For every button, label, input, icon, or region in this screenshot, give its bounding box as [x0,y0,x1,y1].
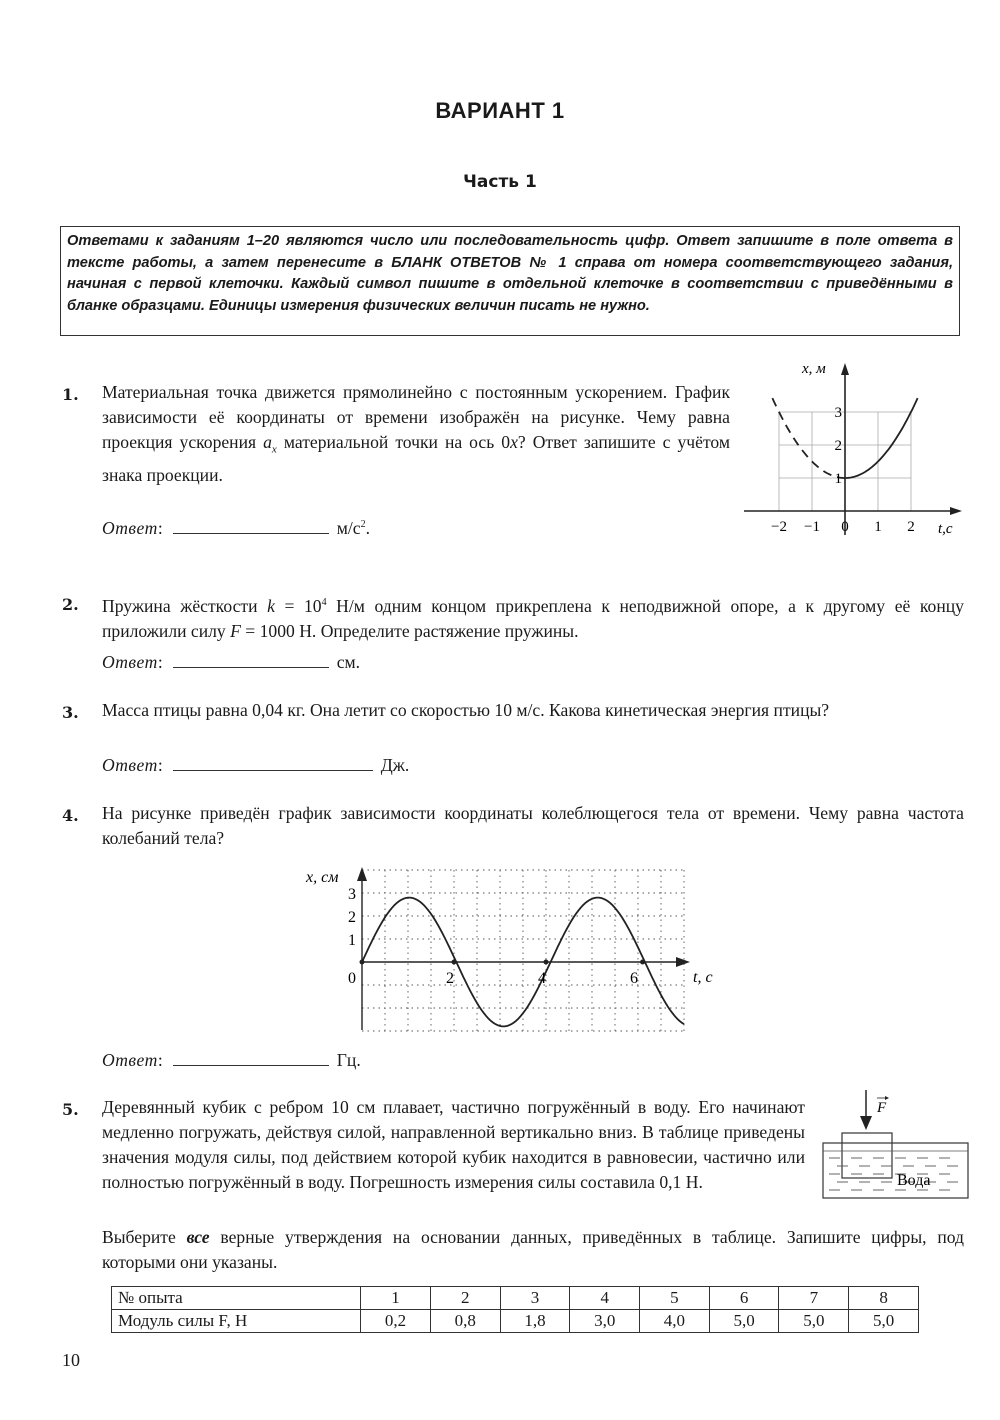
table-cell: 1,8 [500,1310,570,1333]
question-2-text [102,590,964,644]
answer-unit-end-1: . [365,518,370,538]
chart2-x-tick: 0 [348,970,356,987]
water-dashes [829,1158,958,1190]
answer-label: Ответ [102,518,158,538]
question-3-number: 3. [62,703,79,722]
question-5-instruction [102,1225,964,1275]
answer-label: Ответ [102,1050,158,1070]
question-2-answer: Ответ: см. [102,652,361,672]
answer-field-2[interactable] [173,653,329,668]
answer-label: Ответ [102,652,158,672]
q2-text-d: = 1000 Н. Определите растяжение пружины. [240,620,579,641]
chart2-x-arrow [676,957,690,967]
answer-unit-3: Дж. [380,755,410,775]
chart2-y-tick: 3 [348,886,356,903]
chart1-x-tick: 1 [874,519,882,535]
part-title: Часть 1 [463,172,537,192]
table-cell: 5 [640,1287,710,1310]
chart2-y-tick: 1 [348,932,356,949]
chart2-x-tick: 6 [630,970,638,987]
chart2-x-tick: 4 [538,970,546,987]
table-cell: 7 [779,1287,849,1310]
answer-unit-sup-1: 2 [360,519,366,531]
table-header-trial: № опыта [112,1287,361,1310]
force-arrow-head [860,1116,872,1130]
answer-field-4[interactable] [173,1051,329,1066]
question-4-text: На рисунке приведён график зависимости координаты колеблющегося тела от времени. Чему равна частота колебаний тела? [102,803,964,848]
answer-label: Ответ [102,755,158,775]
table-row-trial [112,1287,919,1310]
table-cell: 3 [500,1287,570,1310]
q1-var-x: x [510,432,518,452]
cube-in-water-figure [815,1088,975,1203]
q1-text-b: материальной точки на ось 0 [276,432,511,452]
chart1-x-tick: 2 [907,519,915,535]
question-2-number: 2. [62,595,79,614]
chart2-zero-point [640,960,645,965]
chart1-x-tick: −2 [771,519,787,535]
q2-var-k: k [267,595,275,616]
q2-var-f: F [230,620,241,641]
question-4-answer: Ответ: Гц. [102,1050,361,1070]
chart1-y-tick: 3 [834,405,842,421]
chart2-ylabel-text: x, см [306,869,339,886]
chart1-ylabel: x, м [802,361,826,377]
chart1-series-solid [845,398,918,478]
q2-text-c: Н/м одним концом прикреплена к неподвижной опоре, а к другому её концу приложили силу [102,595,964,641]
table-cell: 0,8 [430,1310,500,1333]
question-1-number: 1. [62,385,79,404]
table-cell: 8 [849,1287,919,1310]
table-cell: 0,2 [361,1310,431,1333]
table-cell: 6 [709,1287,779,1310]
chart2-ylabel [305,869,338,886]
chart2-grid [362,870,684,1031]
chart2-zero-point [544,960,549,965]
chart1-x-tick: 0 [841,519,849,535]
force-data-table [111,1286,919,1333]
chart2-y-tick: 2 [348,909,356,926]
q1-var-sub: x [271,443,277,456]
instructions-box: Ответами к заданиям 1–20 являются число или последовательность цифр. Ответ запишите в поле ответа в тексте работы, а затем перенесите в БЛАНК ОТВЕТОВ № 1 справа от номера соответствующего задания, начиная с первой клеточки. Каждый символ пишите в отдельной клеточке в соответствии с приведёнными в бланке образцами. Единицы измерения физических величин писать не нужно. [60,226,960,336]
table-cell: 5,0 [709,1310,779,1333]
q2-text-a: Пружина жёсткости [102,595,268,616]
chart2-x-tick: 2 [446,970,454,987]
q5-text-a: Выберите [102,1227,187,1247]
q2-text-b: = 10 [274,595,322,616]
force-label: F [877,1100,887,1116]
table-header-force: Модуль силы F, Н [112,1310,361,1333]
table-cell: 4 [570,1287,640,1310]
question-5-text: Деревянный кубик с ребром 10 см плавает, частично погружённый в воду. Его начинают медленно погружать, действуя силой, направленной вертикально вниз. В таблице приведены значения модуля силы, под действием которой кубик находится в равновесии, частично или полностью погружённый в воду. Погрешность измерения силы составила 0,1 Н. [102,1097,805,1192]
chart2-y-arrow [357,867,367,881]
table-cell: 5,0 [849,1310,919,1333]
answer-unit-1: м/с [336,518,361,538]
q1-text-a: Материальная точка движется прямолинейно с постоянным ускорением. График зависимости её координаты от времени изображён на рисунке. Чему равна проекция ускорения [102,382,730,452]
chart1-x-arrow [950,507,962,515]
question-1-text [102,380,730,488]
table-cell: 5,0 [779,1310,849,1333]
chart2-zero-point [452,960,457,965]
page-number: 10 [62,1350,80,1370]
question-5-number: 5. [62,1100,79,1119]
table-cell: 2 [430,1287,500,1310]
variant-title: ВАРИАНТ 1 [435,98,565,123]
chart1-y-tick: 1 [834,471,842,487]
q5-text-b: верные утверждения на основании данных, приведённых в таблице. Запишите цифры, под которыми они указаны. [102,1227,964,1272]
vector-bar-tip [885,1096,889,1100]
answer-field-3[interactable] [173,756,373,771]
table-cell: 1 [361,1287,431,1310]
chart2-zero-point [360,960,365,965]
q1-var-a: a [263,432,272,452]
chart1-y-arrow [841,363,849,375]
chart1-xlabel: t,с [938,521,953,537]
answer-unit-2: см. [336,652,361,672]
wooden-cube [842,1133,892,1178]
question-3-text: Масса птицы равна 0,04 кг. Она летит со скоростью 10 м/с. Какова кинетическая энергия птицы? [102,700,830,720]
chart1-x-tick: −1 [804,519,820,535]
q5-emph: все [186,1227,210,1247]
question-4-number: 4. [62,806,79,825]
answer-field-1[interactable] [173,519,329,534]
chart-oscillation [300,855,740,1040]
question-1-answer: Ответ: $м/с^2$. [102,518,370,538]
chart1-y-tick: 2 [834,438,842,454]
q1-text-c: ? Ответ запишите с учётом знака проекции. [102,432,730,485]
q2-exp: 4 [321,597,327,608]
table-cell: 3,0 [570,1310,640,1333]
chart-coordinate-parabola [740,355,970,545]
table-cell: 4,0 [640,1310,710,1333]
question-3-answer: Ответ: Дж. [102,755,410,775]
answer-unit-4: Гц. [336,1050,361,1070]
water-label: Вода [897,1172,931,1189]
chart2-xlabel: t, с [693,969,713,986]
table-row-force [112,1310,919,1333]
